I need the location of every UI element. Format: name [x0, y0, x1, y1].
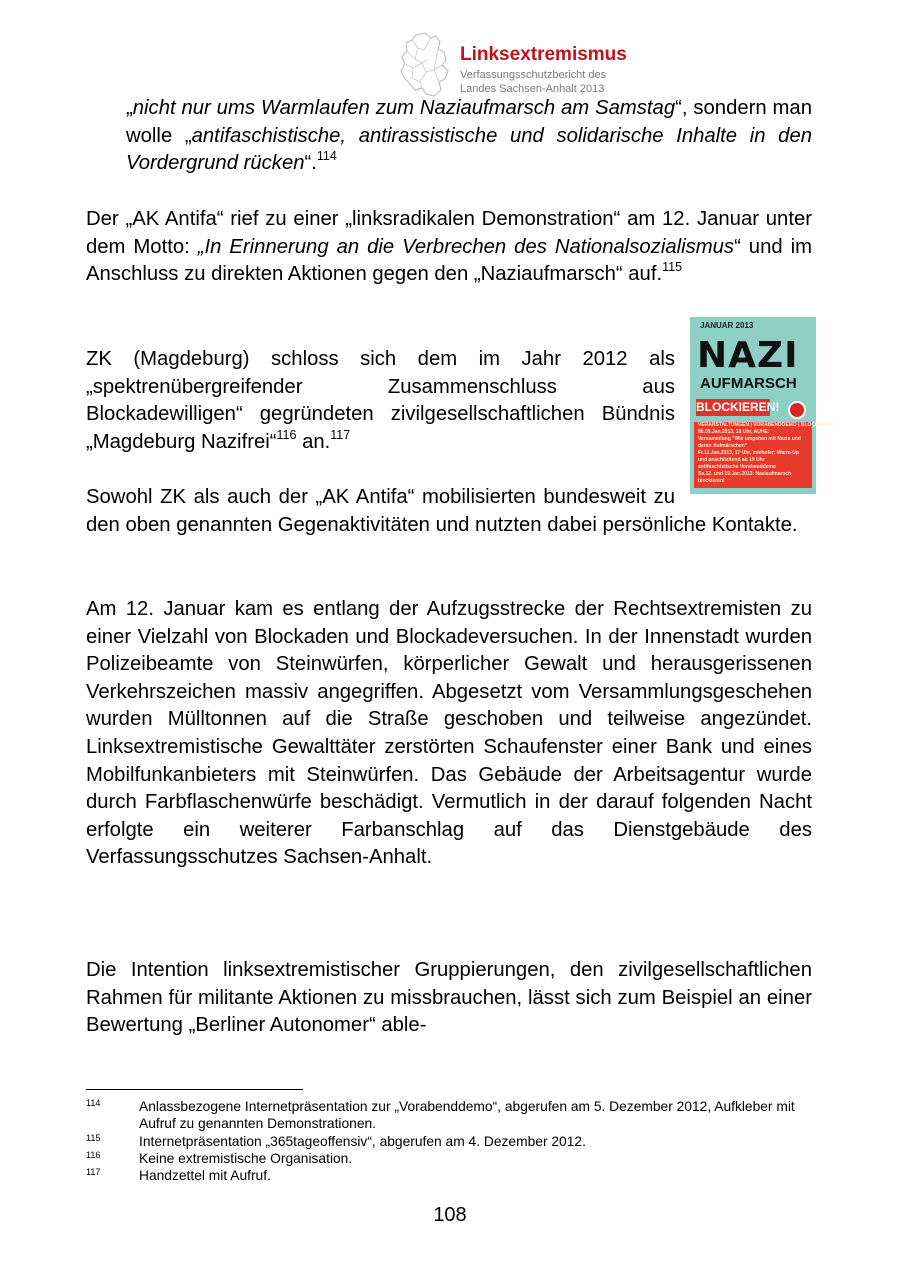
- footnote-text: Anlassbezogene Internetpräsentation zur „Vorabenddemo“, abgerufen am 5. Dezember 2012, Aufkleber mit Aufruf zu genannten Demonstrationen.: [139, 1099, 795, 1131]
- poster-image: [690, 317, 833, 494]
- footnote-number: 114: [86, 1098, 101, 1108]
- poster-strip-line: Versammlung "Wie umgehen mit Nazis und: [698, 436, 801, 442]
- header-subtitle-line2: Landes Sachsen-Anhalt 2013: [460, 82, 605, 95]
- header-subtitle: [460, 69, 606, 96]
- paragraph-5: Die Intention linksextremistischer Gruppierungen, den zivilgesellschaftlichen Rahmen für militante Aktionen zu missbrauchen, lässt sich zum Beispiel an einer Bewertung „Berliner Autonomer“ able-: [86, 959, 812, 1037]
- footnote-ref-116[interactable]: 116: [276, 428, 297, 443]
- footnote-number: 117: [86, 1167, 101, 1177]
- poster-strip-line: Sa.12. und 19.Jan.2013: Naziaufmarsch: [698, 471, 792, 477]
- page-header: [398, 32, 658, 100]
- footnote-text: Internetpräsentation „365tageoffensiv“, abgerufen am 4. Dezember 2012.: [139, 1134, 586, 1149]
- saxony-anhalt-map-icon: [398, 32, 454, 98]
- header-subtitle-line1: Verfassungsschutzbericht des: [460, 69, 607, 81]
- footnote-ref-114[interactable]: 114: [316, 149, 337, 164]
- page-number: 108: [433, 1204, 467, 1226]
- poster-strip-line: deren Aufmärschen": [698, 443, 748, 449]
- paragraph-3-text: Sowohl ZK als auch der „AK Antifa“ mobilisierten bundesweit zu den oben genannten Gegenaktivitäten und nutzten dabei persönliche Kontakte.: [86, 486, 798, 536]
- poster-cta: BLOCKIEREN!: [696, 400, 780, 414]
- footnote-text: Handzettel mit Aufruf.: [139, 1168, 271, 1183]
- quote-block: [126, 95, 812, 178]
- quote-open: „: [126, 97, 133, 119]
- quote-italic-2: antifaschistische, antirassistische und solidarische Inhalte in den Vordergrund rücken: [126, 124, 812, 175]
- quote-mid: “, sondern man wolle „: [126, 97, 812, 147]
- poster-strip-line: Fr.11.Jan.2013, 17 Uhr, Inlehofer: Warm-Up: [698, 450, 799, 456]
- paragraph-1-italic: „In Erinnerung an die Verbrechen des Nationalsozialismus: [197, 235, 735, 258]
- poster-header: JANUAR 2013: [700, 321, 754, 330]
- quote-italic-1: nicht nur ums Warmlaufen zum Naziaufmarsch am Samstag: [132, 97, 676, 119]
- paragraph-2: [86, 346, 675, 456]
- poster-strip-line: VERANSTALTUNGEN | VORABENDDEMO | BLOCKADEN: [698, 422, 833, 428]
- header-title: Linksextremismus: [460, 44, 627, 65]
- paragraph-1-text-a: Der „AK Antifa“ rief zu einer „linksradikalen Demonstration“ am 12. Januar unter dem Motto:: [86, 208, 812, 258]
- poster-badge-icon: [788, 401, 806, 419]
- poster-strip-line: blockieren!: [698, 478, 725, 484]
- footnote-ref-117[interactable]: 117: [330, 428, 351, 443]
- poster-info-strip: [694, 422, 833, 488]
- footnote-text: Keine extremistische Organisation.: [139, 1151, 353, 1166]
- poster-subtitle: AUFMARSCH: [700, 375, 797, 392]
- footnote-number: 116: [86, 1150, 101, 1160]
- poster-title: NAZI: [697, 335, 799, 376]
- paragraph-1: [86, 206, 812, 289]
- footnote-ref-115[interactable]: 115: [662, 260, 683, 275]
- quote-close: “.: [304, 152, 317, 175]
- poster-strip-line: und anschließend ab 19 Uhr: [698, 457, 765, 463]
- paragraph-2-text-a: ZK (Magdeburg) schloss sich dem im Jahr 2012 als „spektrenübergreifender Zusammenschluss aus Blockadewilligen“ gegründeten zivilgesellschaftlichen Bündnis „Magdeburg Nazifrei“: [86, 348, 675, 453]
- paragraph-4: Am 12. Januar kam es entlang der Aufzugsstrecke der Rechtsextremisten zu einer Vielzahl von Blockaden und Blockadeversuchen. In der Innenstadt wurden Polizeibeamte von Steinwürfen, körperlicher Gewalt und herausgerissenen Verkehrszeichen massiv angegriffen. Abgesetzt vom Versammlungsgeschehen wurden Mülltonnen auf die Straße geschoben und teilweise angezündet. Linksextremistische Gewalttäter zerstörten Schaufenster einer Bank und eines Mobilfunkanbieters mit Steinwürfen. Das Gebäude der Arbeitsagentur wurde durch Farbflaschenwürfe beschädigt. Vermutlich in der darauf folgenden Nacht erfolgte ein weiterer Farbanschlag auf das Dienstgebäude des Verfassungsschutzes Sachsen-Anhalt.: [86, 598, 812, 869]
- paragraph-2-text-b: an.: [296, 430, 331, 453]
- poster-strip-line: Mi.09.Jan.2013, 18 Uhr, AUHE:: [698, 429, 770, 435]
- footnote-divider: [86, 1089, 303, 1090]
- footnote-number: 115: [86, 1133, 101, 1143]
- poster-strip-line: antifaschistische Vorabenddemo: [698, 464, 776, 470]
- paragraph-1-text-b: “ und im Anschluss zu direkten Aktionen gegen den „Naziaufmarsch“ auf.: [86, 235, 812, 286]
